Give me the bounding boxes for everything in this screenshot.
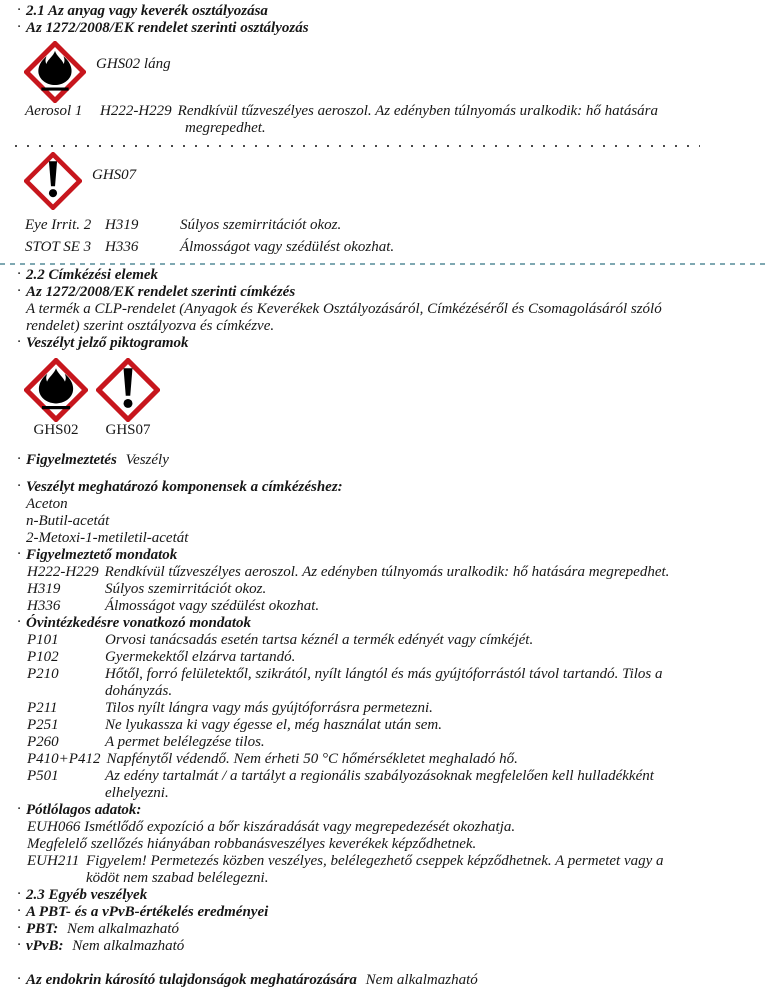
section-2-3-heading-text: 2.3 Egyéb veszélyek <box>26 887 148 903</box>
precaution-text: Tilos nyílt lángra vagy más gyújtóforrásra permetezni. <box>105 700 433 716</box>
bullet-marker: · <box>17 334 21 350</box>
additional-data-heading-text: Pótlólagos adatok: <box>26 802 142 818</box>
precautionary-statements-heading <box>0 615 767 632</box>
pbt-result-line <box>0 921 767 938</box>
signal-word-value: Veszély <box>125 452 169 468</box>
bullet-marker: · <box>17 920 21 936</box>
h-statement-row <box>0 598 767 615</box>
hazard-code: H222-H229 <box>100 103 172 119</box>
ghs02-pictogram-block <box>24 41 767 103</box>
hazard-text: Súlyos szemirritációt okoz. <box>180 217 342 233</box>
additional-data-heading <box>0 802 767 819</box>
ghs02-label-pictogram <box>24 358 88 439</box>
hazard-class: Aerosol 1 <box>25 103 83 119</box>
precautionary-statements-heading-text: Óvintézkedésre vonatkozó mondatok <box>26 615 251 631</box>
precaution-code: P260 <box>27 734 59 750</box>
p-statement-row <box>0 768 767 802</box>
section-2-1-heading <box>0 3 767 20</box>
h-statement-row <box>0 564 767 581</box>
precaution-text: Napfénytől védendő. Nem érheti 50 °C hőmérsékletet meghaladó hő. <box>106 751 518 767</box>
ghs02-caption: GHS02 láng <box>96 56 171 72</box>
precaution-code: P210 <box>27 666 59 682</box>
precaution-text-line-2: dohányzás. <box>105 683 173 699</box>
ghs02-flame-pictogram <box>24 41 86 103</box>
bullet-marker: · <box>17 971 21 987</box>
precaution-text-line-1: Az edény tartalmát / a tartályt a regionális szabályozásoknak megfelelően kell hulladékként <box>105 768 654 784</box>
dashed-separator <box>0 263 767 265</box>
euh-text-line-2: ködöt nem szabad belélegezni. <box>86 870 269 886</box>
ghs07-exclamation-pictogram <box>96 358 160 422</box>
precaution-text-line-2: elhelyezni. <box>105 785 169 801</box>
p-statement-row <box>0 751 767 768</box>
pictograms-heading <box>0 335 767 352</box>
labelling-regulation-heading-text: Az 1272/2008/EK rendelet szerinti címkézés <box>26 284 296 300</box>
dotted-separator <box>15 145 700 147</box>
bullet-marker: · <box>17 546 21 562</box>
flame-underline-bar <box>42 406 70 409</box>
pbt-label: PBT: <box>26 921 59 937</box>
hazard-class: Eye Irrit. 2 <box>25 217 92 233</box>
hazard-code: H319 <box>105 217 139 233</box>
precaution-code: P501 <box>27 768 59 784</box>
hazard-text: Rendkívül tűzveszélyes aeroszol. Az edényben túlnyomás uralkodik: hő hatására megrepedhet. <box>104 564 670 580</box>
clp-paragraph-line-2: rendelet) szerint osztályozva és címkézve. <box>26 318 275 334</box>
euh211-statement-row <box>0 853 767 887</box>
eye-irritation-row <box>0 217 767 234</box>
hazard-class: STOT SE 3 <box>25 239 92 255</box>
component-item: 2-Metoxi-1-metiletil-acetát <box>26 530 189 546</box>
section-2-3-heading <box>0 887 767 904</box>
hazard-code: H336 <box>27 598 61 614</box>
pbt-vpvb-heading <box>0 904 767 921</box>
signal-word-label: Figyelmeztetés <box>26 452 117 468</box>
section-2-1-heading-text: 2.1 Az anyag vagy keverék osztályozása <box>26 3 268 19</box>
vpvb-label: vPvB: <box>26 938 64 954</box>
bullet-marker: · <box>17 451 21 467</box>
h-statement-row <box>0 581 767 598</box>
components-heading <box>0 479 767 496</box>
ghs02-label: GHS02 <box>33 422 79 438</box>
ghs07-label-pictogram <box>96 358 160 439</box>
bullet-marker: · <box>17 614 21 630</box>
vpvb-value: Nem alkalmazható <box>72 938 185 954</box>
classification-regulation-heading <box>0 20 767 37</box>
precaution-code: P211 <box>27 700 58 716</box>
hazard-statement <box>100 103 658 137</box>
hazard-text: Súlyos szemirritációt okoz. <box>105 581 267 597</box>
component-item: Aceton <box>26 496 68 512</box>
exclamation-dot <box>49 189 57 197</box>
endocrine-line <box>0 972 767 989</box>
bullet-marker: · <box>17 937 21 953</box>
label-pictograms-block <box>24 358 767 439</box>
p-statement-row <box>0 717 767 734</box>
clp-paragraph-line-1: A termék a CLP-rendelet (Anyagok és Keverékek Osztályozásáról, Címkézéséről és Csomagolásáról szóló <box>26 301 662 317</box>
blank-line <box>0 955 767 972</box>
p-statement-row <box>0 700 767 717</box>
ghs02-flame-pictogram <box>24 358 88 422</box>
exclamation-dot <box>124 399 133 408</box>
bullet-marker: · <box>17 886 21 902</box>
precaution-code: P101 <box>27 632 59 648</box>
pbt-value: Nem alkalmazható <box>66 921 180 937</box>
p-statement-row <box>0 734 767 751</box>
precaution-code: P251 <box>27 717 59 733</box>
hazard-statements-heading-text: Figyelmeztető mondatok <box>26 547 178 563</box>
bullet-marker: · <box>17 19 21 35</box>
hazard-text: Álmosságot vagy szédülést okozhat. <box>105 598 320 614</box>
euh-code: EUH211 <box>27 853 80 869</box>
stot-row <box>0 239 767 256</box>
precaution-text: Gyermekektől elzárva tartandó. <box>105 649 296 665</box>
precaution-text <box>105 768 654 802</box>
flame-underline-bar <box>41 88 68 91</box>
section-2-2-heading <box>0 267 767 284</box>
section-2-2-heading-text: 2.2 Címkézési elemek <box>26 267 159 283</box>
bullet-marker: · <box>17 283 21 299</box>
vpvb-result-line <box>0 938 767 955</box>
ghs07-exclamation-pictogram <box>24 152 82 210</box>
hazard-statements-heading <box>0 547 767 564</box>
bullet-marker: · <box>17 801 21 817</box>
ventilation-statement: Megfelelő szellőzés hiányában robbanásveszélyes keverékek képződhetnek. <box>27 836 477 852</box>
precaution-code: P102 <box>27 649 59 665</box>
bullet-marker: · <box>17 266 21 282</box>
classification-regulation-heading-text: Az 1272/2008/EK rendelet szerinti osztályozás <box>26 20 309 36</box>
ghs07-pictogram-block <box>24 152 767 210</box>
precaution-text: Ne lyukassza ki vagy égesse el, még használat után sem. <box>105 717 443 733</box>
hazard-text: Álmosságot vagy szédülést okozhat. <box>180 239 395 255</box>
endocrine-value: Nem alkalmazható <box>365 972 478 988</box>
hazard-statement-line-2: megrepedhet. <box>185 120 266 136</box>
endocrine-label: Az endokrin károsító tulajdonságok meghatározására <box>26 972 357 988</box>
euh-text-line-1: Figyelem! Permetezés közben veszélyes, belélegezhető cseppek képződhetnek. A permetet vagy a <box>86 853 664 869</box>
hazard-statement-line-1 <box>100 103 658 120</box>
precaution-text: Orvosi tanácsadás esetén tartsa kéznél a termék edényét vagy címkéjét. <box>105 632 534 648</box>
p-statement-row <box>0 632 767 649</box>
hazard-code: H336 <box>105 239 139 255</box>
bullet-marker: · <box>17 2 21 18</box>
labelling-regulation-heading <box>0 284 767 301</box>
hazard-code: H319 <box>27 581 61 597</box>
pbt-vpvb-heading-text: A PBT- és a vPvB-értékelés eredményei <box>26 904 269 920</box>
p-statement-row <box>0 649 767 666</box>
ghs07-label: GHS07 <box>105 422 151 438</box>
precaution-text-line-1: Hőtől, forró felületektől, szikrától, nyílt lángtól és más gyújtóforrástól távol tartandó. Tilos a <box>105 666 663 682</box>
euh066-statement: EUH066 Ismétlődő expozíció a bőr kiszáradását vagy megrepedezését okozhatja. <box>27 819 516 835</box>
precaution-text <box>105 666 663 700</box>
p-statement-row <box>0 666 767 700</box>
component-item: n-Butil-acetát <box>26 513 110 529</box>
bullet-marker: · <box>17 903 21 919</box>
signal-word-line <box>0 452 767 469</box>
bullet-marker: · <box>17 478 21 494</box>
components-heading-text: Veszélyt meghatározó komponensek a címkézéshez: <box>26 479 343 495</box>
euh-text <box>86 853 664 887</box>
hazard-text: Rendkívül tűzveszélyes aeroszol. Az edényben túlnyomás uralkodik: hő hatására <box>177 103 658 119</box>
hazard-code: H222-H229 <box>27 564 99 580</box>
ghs07-caption: GHS07 <box>92 167 137 183</box>
precaution-text: A permet belélegzése tilos. <box>105 734 265 750</box>
aerosol-classification-row <box>0 103 767 137</box>
pictograms-heading-text: Veszélyt jelző piktogramok <box>26 335 189 351</box>
precaution-code: P410+P412 <box>27 751 101 767</box>
